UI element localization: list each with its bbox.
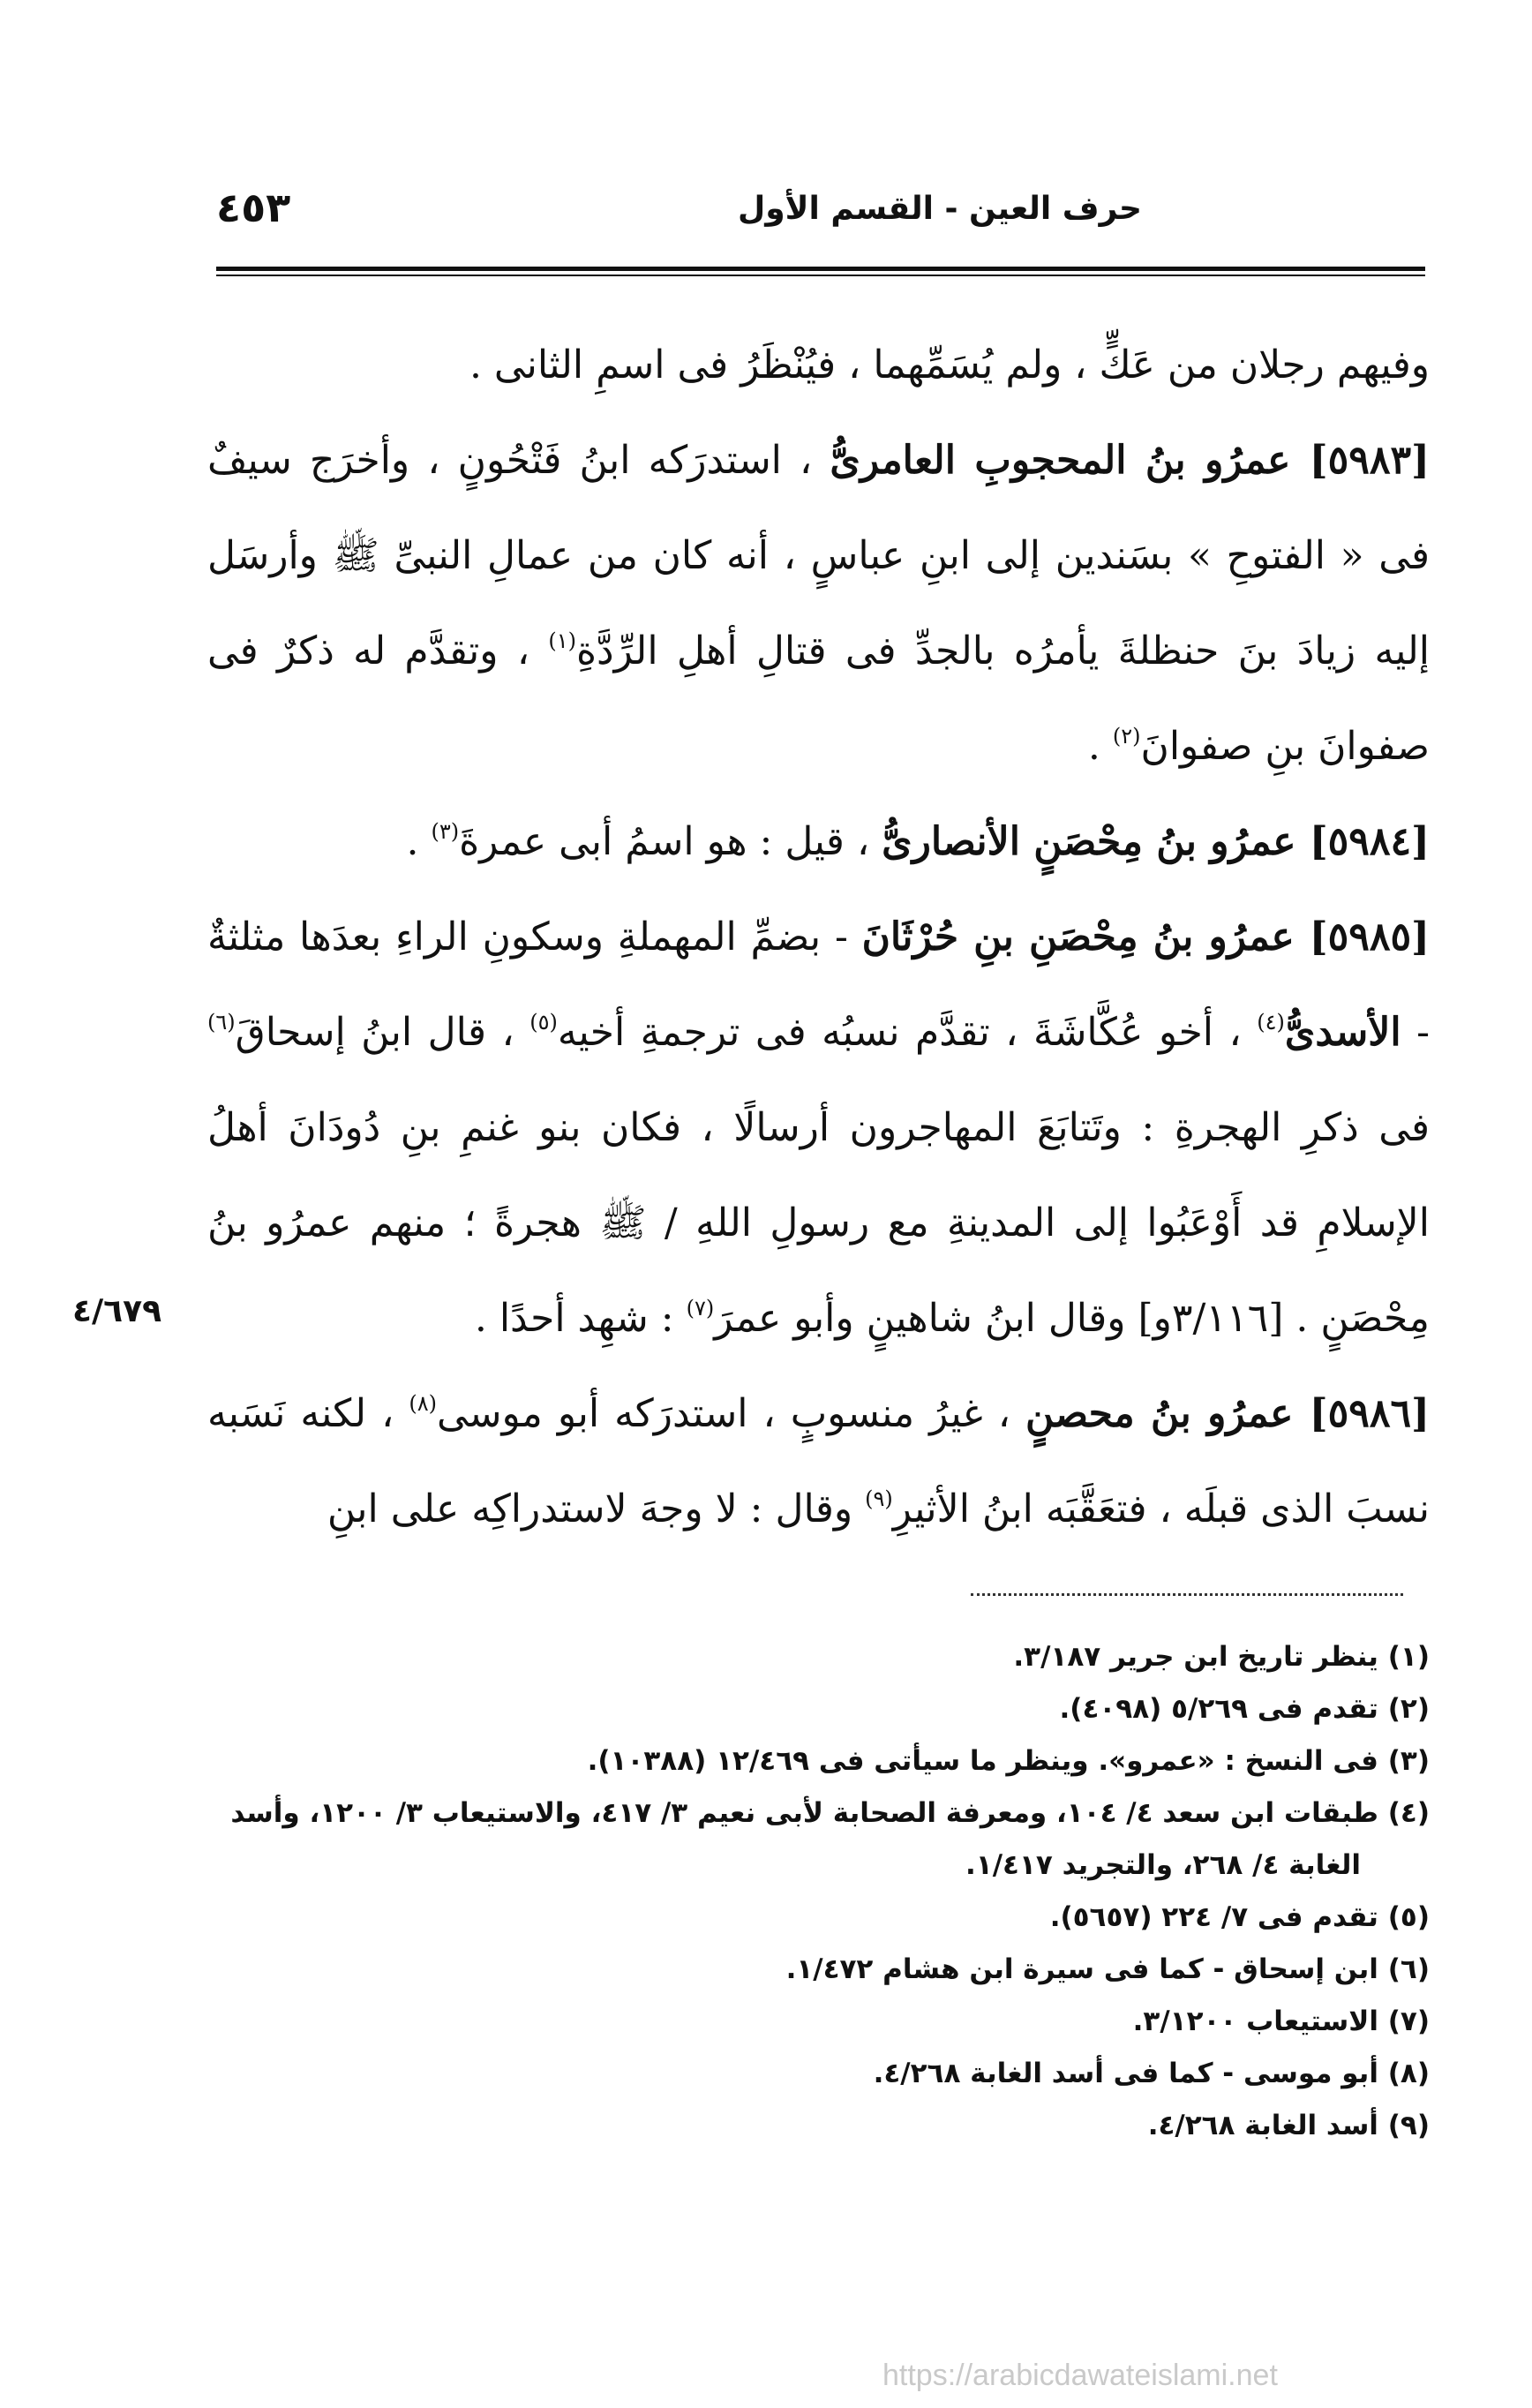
footnote: (٧) الاستيعاب ٣/١٢٠٠. xyxy=(1132,2005,1430,2037)
footnote-marker: (٧) xyxy=(686,1296,715,1321)
footnote: (٣) فى النسخ : «عمرو». وينظر ما سيأتى فى ١٢/٤٦٩ (١٠٣٨٨). xyxy=(587,1745,1430,1777)
footnote-continuation: الغابة ٤/ ٢٦٨، والتجريد ١/٤١٧. xyxy=(965,1849,1361,1881)
paragraph-continuation: وفيهم رجلان من عَكٍّ ، ولم يُسَمِّهما ، فيُنْظَرُ فى اسمِ الثانى . xyxy=(469,342,1430,388)
entry-heading: [٥٩٨٦] عمرُو بنُ محصنٍ xyxy=(1025,1391,1430,1436)
page-number: ٤٥٣ xyxy=(216,184,291,231)
entry-heading: [٥٩٨٤] عمرُو بنُ مِحْصَنٍ الأنصارىُّ xyxy=(882,819,1430,864)
footnote: (٥) تقدم فى ٧/ ٢٢٤ (٥٦٥٧). xyxy=(1049,1901,1430,1933)
footnote: (٤) طبقات ابن سعد ٤/ ١٠٤، ومعرفة الصحابة لأبى نعيم ٣/ ٤١٧، والاستيعاب ٣/ ١٢٠٠، وأسد xyxy=(230,1797,1430,1829)
footnote: (٨) أبو موسى - كما فى أسد الغابة ٤/٢٦٨. xyxy=(873,2058,1430,2089)
footnote-marker: (٣) xyxy=(431,819,460,844)
main-text xyxy=(207,318,1430,1557)
footnote: (٦) ابن إسحاق - كما فى سيرة ابن هشام ١/٤٧٢. xyxy=(785,1953,1430,1985)
running-title: حرف العين - القسم الأول xyxy=(738,191,1142,227)
footnote-marker: (٩) xyxy=(865,1486,893,1511)
watermark: https://arabicdawateislami.net xyxy=(882,2359,1278,2392)
page-header xyxy=(216,184,1425,254)
footnote-marker: (٢) xyxy=(1112,724,1141,749)
footnote-separator xyxy=(971,1593,1403,1596)
header-rule-thin xyxy=(216,275,1425,276)
footnote-marker: (٥) xyxy=(529,1010,558,1035)
footnote: (٢) تقدم فى ٥/٢٦٩ (٤٠٩٨). xyxy=(1059,1693,1430,1725)
entry-5983: [٥٩٨٣] عمرُو بنُ المحجوبِ العامرىُّ ، استدرَكه ابنُ فَتْحُونٍ ، وأخرَج سيفٌ فى « الفتوحِ » بسَندين إلى ابنِ عباسٍ ، أنه كان من عمالِ النبىِّ ﷺ وأرسَل إليه زيادَ بنَ حنظلةَ يأمرُه بالجدِّ فى قتالِ أهلِ الرِّدَّةِ$^{(١)}$ ، وتقدَّم له ذكرٌ فى صفوانَ بنِ صفوانَ$^{(٢)}$ . xyxy=(207,438,1430,769)
footnote-marker: (٦) xyxy=(207,1010,236,1035)
entry-5986: [٥٩٨٦] عمرُو بنُ محصنٍ ، غيرُ منسوبٍ ، استدرَكه أبو موسى$^{(٨)}$ ، لكنه نَسَبه نسبَ الذى قبلَه ، فتعَقَّبَه ابنُ الأثيرِ$^{(٩)}$ وقال : لا وجهَ لاستدراكِه على ابنِ xyxy=(207,1391,1430,1531)
header-rule xyxy=(216,267,1425,271)
footnote-marker: (٤) xyxy=(1257,1010,1285,1035)
entry-heading: [٥٩٨٥] عمرُو بنُ مِحْصَنِ بنِ حُرْثَانَ xyxy=(861,914,1430,959)
footnote: (١) ينظر تاريخ ابن جرير ٣/١٨٧. xyxy=(1013,1641,1430,1673)
entry-heading: [٥٩٨٣] عمرُو بنُ المحجوبِ العامرىُّ xyxy=(830,438,1430,483)
footnote-marker: (٨) xyxy=(409,1391,437,1416)
footnotes xyxy=(207,1631,1430,2152)
entry-5985: [٥٩٨٥] عمرُو بنُ مِحْصَنِ بنِ حُرْثَانَ - بضمِّ المهملةِ وسكونِ الراءِ بعدَها مثلثةٌ - الأسدىُّ$^{(٤)}$ ، أخو عُكَّاشَةَ ، تقدَّم نسبُه فى ترجمةِ أخيه$^{(٥)}$ ، قال ابنُ إسحاقَ$^{(٦)}$ فى ذكرِ الهجرةِ : وتَتابَعَ المهاجرون أرسالًا ، فكان بنو غنمِ بنِ دُودَانَ أهلُ الإسلامِ قد أَوْعَبُوا إلى المدينةِ مع رسولِ اللهِ / ﷺ هجرةً ؛ منهم عمرُو بنُ مِحْصَنٍ . [٣/١١٦و] وقال ابنُ شاهينٍ وأبو عمرَ$^{(٧)}$ : شهِد أحدًا . xyxy=(207,914,1430,1341)
footnote-marker: (١) xyxy=(548,628,576,653)
nisba: الأسدىُّ xyxy=(1284,1010,1401,1055)
entry-5984: [٥٩٨٤] عمرُو بنُ مِحْصَنٍ الأنصارىُّ ، قيل : هو اسمُ أبى عمرةَ$^{(٣)}$ . xyxy=(406,819,1430,864)
margin-reference: ٤/٦٧٩ xyxy=(72,1293,162,1329)
footnote: (٩) أسد الغابة ٤/٢٦٨. xyxy=(1147,2110,1430,2141)
